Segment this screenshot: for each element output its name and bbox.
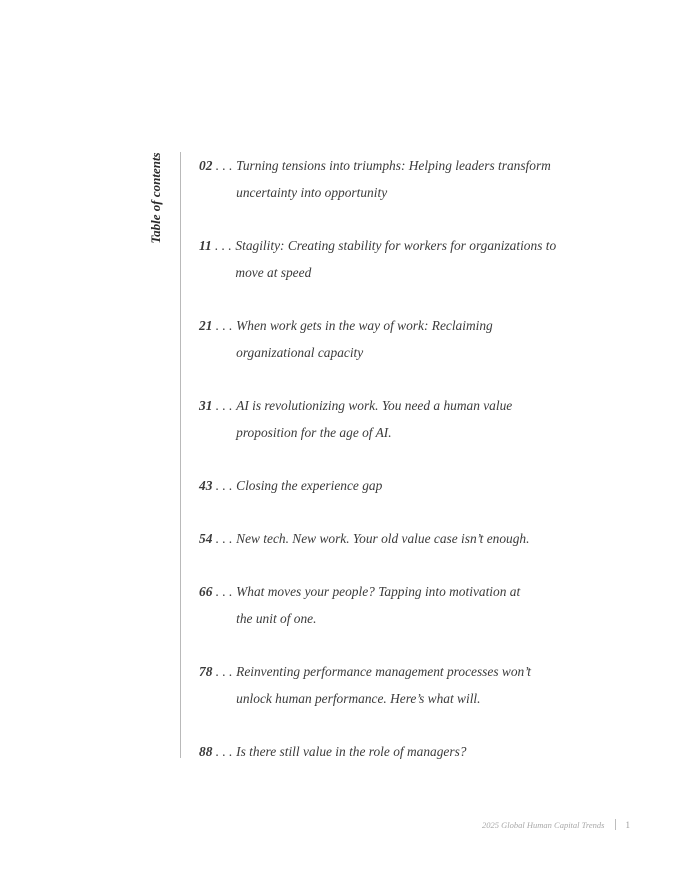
toc-entry[interactable] <box>199 658 535 712</box>
toc-page-number: 66 <box>199 584 213 599</box>
footer-divider <box>615 819 616 830</box>
toc-leader-dots: . . . <box>215 398 233 413</box>
toc-page-number: 21 <box>199 318 213 333</box>
toc-leader-dots: . . . <box>215 584 233 599</box>
toc-leader-dots: . . . <box>215 531 233 546</box>
toc-page-number: 11 <box>199 238 212 253</box>
toc-page-number: 31 <box>199 398 213 413</box>
toc-page-number: 54 <box>199 531 213 546</box>
toc-entry[interactable] <box>199 152 551 206</box>
toc-entry[interactable] <box>199 232 559 286</box>
toc-leader-dots: . . . <box>215 158 233 173</box>
toc-entry[interactable] <box>199 392 517 446</box>
toc-entry[interactable] <box>199 738 559 765</box>
toc-page-number: 02 <box>199 158 213 173</box>
toc-heading: Table of contents <box>148 152 163 244</box>
toc-leader-dots: . . . <box>215 744 233 759</box>
toc-entry-title: Closing the experience gap <box>236 478 383 493</box>
toc-entry-title: New tech. New work. Your old value case isn’t enough. <box>236 531 530 546</box>
toc-heading-container <box>146 150 166 246</box>
toc-leader-dots: . . . <box>215 664 233 679</box>
toc-leader-dots: . . . <box>214 238 232 253</box>
toc-entry-title: Stagility: Creating stability for workers for organizations to move at speed <box>235 238 557 280</box>
toc-divider-line <box>180 152 181 758</box>
toc-page-number: 88 <box>199 744 213 759</box>
toc-entry[interactable] <box>199 578 523 632</box>
footer-report-title: 2025 Global Human Capital Trends <box>482 819 605 830</box>
toc-entry-title: Turning tensions into triumphs: Helping leaders transform uncertainty into opportunity <box>236 158 551 200</box>
toc-leader-dots: . . . <box>215 478 233 493</box>
toc-entry-title: What moves your people? Tapping into motivation at the unit of one. <box>236 584 521 626</box>
toc-entry-title: AI is revolutionizing work. You need a human value proposition for the age of AI. <box>236 398 513 440</box>
toc-entry-title: When work gets in the way of work: Reclaiming organizational capacity <box>236 318 493 360</box>
toc-page-number: 43 <box>199 478 213 493</box>
page-footer <box>482 819 630 830</box>
toc-entry-title: Reinventing performance management processes won’t unlock human performance. Here’s what will. <box>236 664 531 706</box>
toc-entry[interactable] <box>199 312 499 366</box>
footer-page-number: 1 <box>625 819 630 830</box>
toc-leader-dots: . . . <box>215 318 233 333</box>
toc-page-number: 78 <box>199 664 213 679</box>
toc-entry[interactable] <box>199 472 559 499</box>
toc-entry-title: Is there still value in the role of managers? <box>236 744 467 759</box>
toc-entry[interactable] <box>199 525 559 552</box>
